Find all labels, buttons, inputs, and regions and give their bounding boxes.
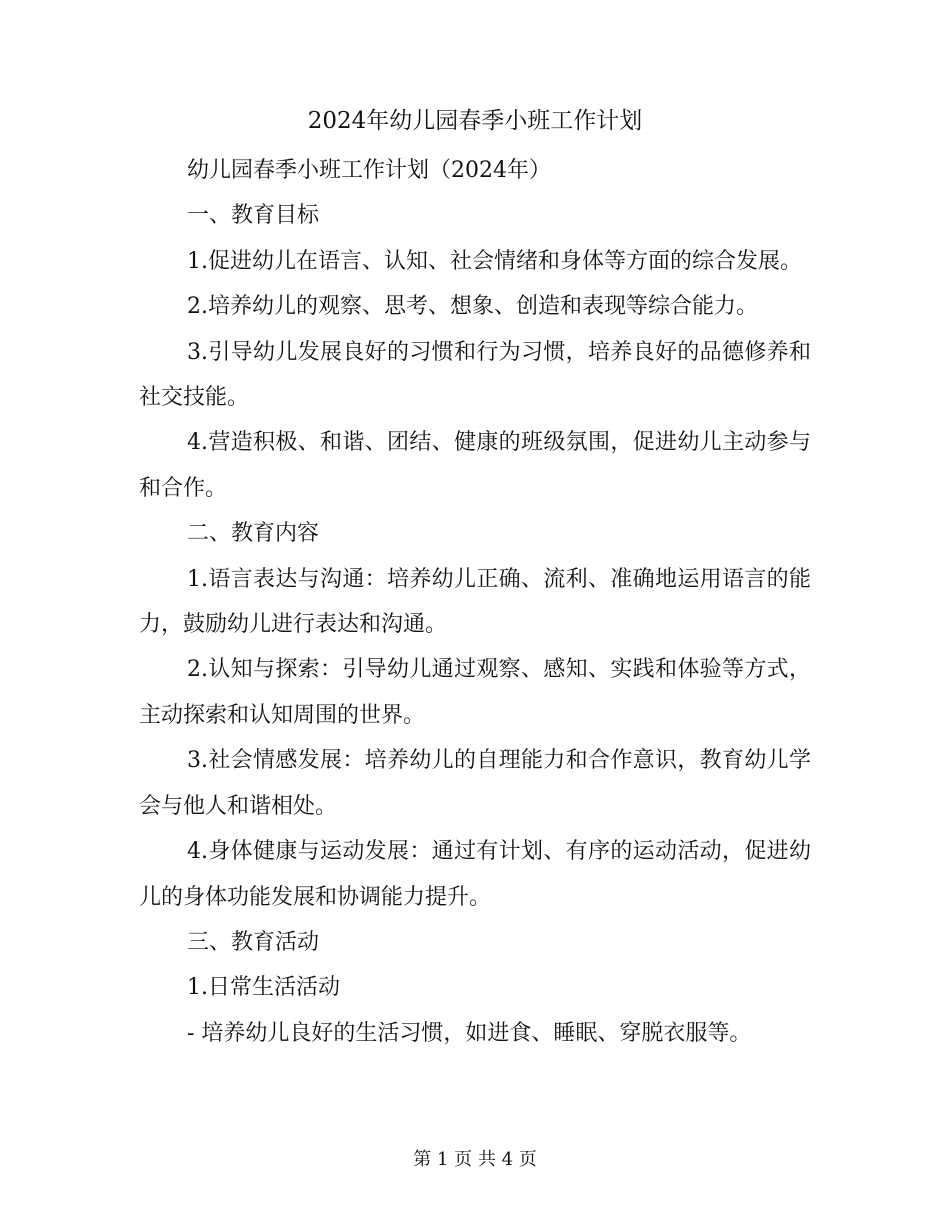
- list-item: - 培养幼儿良好的生活习惯，如进食、睡眠、穿脱衣服等。: [187, 1020, 752, 1046]
- section-heading-education-goals: 一、教育目标: [187, 203, 320, 229]
- page-footer: 第 1 页 共 4 页: [413, 1149, 537, 1170]
- document-title: 2024年幼儿园春季小班工作计划: [307, 108, 643, 134]
- section-heading-education-activities: 三、教育活动: [187, 929, 320, 955]
- document-body: [139, 148, 811, 1056]
- paragraph: 1.促进幼儿在语言、认知、社会情绪和身体等方面的综合发展。: [187, 248, 802, 274]
- paragraph: 3.引导幼儿发展良好的习惯和行为习惯，培养良好的品德修养和社交技能。: [139, 339, 811, 411]
- paragraph: 1.语言表达与沟通：培养幼儿正确、流利、准确地运用语言的能力，鼓励幼儿进行表达和沟通。: [139, 566, 811, 638]
- paragraph: 1.日常生活活动: [187, 975, 340, 1001]
- paragraph: 2.认知与探索：引导幼儿通过观察、感知、实践和体验等方式，主动探索和认知周围的世界。: [139, 657, 811, 728]
- paragraph: 3.社会情感发展：培养幼儿的自理能力和合作意识，教育幼儿学会与他人和谐相处。: [139, 748, 811, 819]
- subtitle-paragraph: 幼儿园春季小班工作计划（2024年）: [187, 158, 551, 183]
- paragraph: 4.营造积极、和谐、团结、健康的班级氛围，促进幼儿主动参与和合作。: [139, 430, 811, 501]
- paragraph: 4.身体健康与运动发展：通过有计划、有序的运动活动，促进幼儿的身体功能发展和协调能力提升。: [139, 839, 811, 910]
- section-heading-education-content: 二、教育内容: [187, 521, 320, 547]
- paragraph: 2.培养幼儿的观察、思考、想象、创造和表现等综合能力。: [187, 294, 758, 320]
